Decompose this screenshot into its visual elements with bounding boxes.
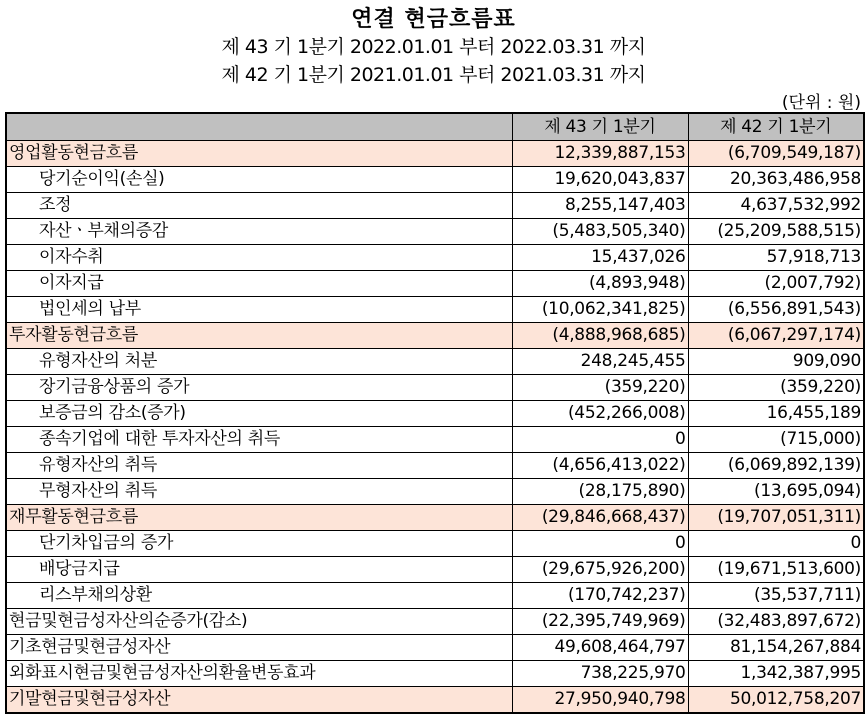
row-label: 법인세의 납부 [6,297,512,323]
previous-value: 57,918,713 [688,245,864,271]
row-label: 기말현금및현금성자산 [6,687,512,714]
table-row [6,583,864,609]
row-label: 외화표시현금및현금성자산의환율변동효과 [6,661,512,687]
row-label: 리스부채의상환 [6,583,512,609]
previous-value: (715,000) [688,427,864,453]
current-value: (10,062,341,825) [512,297,688,323]
current-value: (5,483,505,340) [512,219,688,245]
table-row [6,323,864,349]
current-value: 49,608,464,797 [512,635,688,661]
table-row [6,453,864,479]
row-label: 유형자산의 취득 [6,453,512,479]
previous-value: 1,342,387,995 [688,661,864,687]
cash-flow-table [5,112,865,714]
header-current-period: 제 43 기 1분기 [512,113,688,141]
row-label: 배당금지급 [6,557,512,583]
row-label: 보증금의 감소(증가) [6,401,512,427]
row-label: 장기금융상품의 증가 [6,375,512,401]
row-label: 재무활동현금흐름 [6,505,512,531]
table-row [6,141,864,167]
row-label: 당기순이익(손실) [6,167,512,193]
current-value: (4,656,413,022) [512,453,688,479]
current-value: (452,266,008) [512,401,688,427]
period-previous: 제 42 기 1분기 2021.01.01 부터 2021.03.31 까지 [221,64,646,86]
table-row [6,609,864,635]
row-label: 현금및현금성자산의순증가(감소) [6,609,512,635]
previous-value: 16,455,189 [688,401,864,427]
current-value: (4,888,968,685) [512,323,688,349]
previous-value: 4,637,532,992 [688,193,864,219]
current-value: 19,620,043,837 [512,167,688,193]
current-value: 12,339,887,153 [512,141,688,167]
table-row [6,375,864,401]
row-label: 영업활동현금흐름 [6,141,512,167]
table-row [6,245,864,271]
table-header-row [6,113,864,141]
previous-value: (13,695,094) [688,479,864,505]
current-value: 15,437,026 [512,245,688,271]
previous-value: (2,007,792) [688,271,864,297]
previous-value: 20,363,486,958 [688,167,864,193]
previous-value: 50,012,758,207 [688,687,864,714]
previous-value: (19,671,513,600) [688,557,864,583]
current-value: 8,255,147,403 [512,193,688,219]
previous-value: 81,154,267,884 [688,635,864,661]
table-row [6,271,864,297]
table-row [6,297,864,323]
table-row [6,531,864,557]
current-value: 27,950,940,798 [512,687,688,714]
current-value: 0 [512,531,688,557]
table-row [6,219,864,245]
previous-value: (6,709,549,187) [688,141,864,167]
current-value: (29,675,926,200) [512,557,688,583]
current-value: (28,175,890) [512,479,688,505]
current-value: (4,893,948) [512,271,688,297]
unit-label: (단위 : 원) [781,93,861,113]
previous-value: (359,220) [688,375,864,401]
current-value: 248,245,455 [512,349,688,375]
table-row [6,505,864,531]
previous-value: (25,209,588,515) [688,219,864,245]
previous-value: (6,556,891,543) [688,297,864,323]
period-current: 제 43 기 1분기 2022.01.01 부터 2022.03.31 까지 [221,36,646,58]
current-value: (170,742,237) [512,583,688,609]
previous-value: (35,537,711) [688,583,864,609]
current-value: (22,395,749,969) [512,609,688,635]
table-row [6,557,864,583]
previous-value: (32,483,897,672) [688,609,864,635]
row-label: 단기차입금의 증가 [6,531,512,557]
previous-value: 0 [688,531,864,557]
current-value: (359,220) [512,375,688,401]
table-row [6,193,864,219]
table-row [6,661,864,687]
row-label: 자산ㆍ부채의증감 [6,219,512,245]
header-previous-period: 제 42 기 1분기 [688,113,864,141]
statement-title: 연결 현금흐름표 [351,7,516,32]
table-row [6,401,864,427]
row-label: 기초현금및현금성자산 [6,635,512,661]
table-row [6,427,864,453]
row-label: 이자지급 [6,271,512,297]
header-label [6,113,512,141]
row-label: 투자활동현금흐름 [6,323,512,349]
current-value: 738,225,970 [512,661,688,687]
previous-value: (19,707,051,311) [688,505,864,531]
previous-value: (6,069,892,139) [688,453,864,479]
row-label: 무형자산의 취득 [6,479,512,505]
table-row [6,687,864,714]
row-label: 유형자산의 처분 [6,349,512,375]
current-value: (29,846,668,437) [512,505,688,531]
table-row [6,349,864,375]
table-row [6,167,864,193]
row-label: 이자수취 [6,245,512,271]
current-value: 0 [512,427,688,453]
table-row [6,479,864,505]
table-row [6,635,864,661]
row-label: 종속기업에 대한 투자자산의 취득 [6,427,512,453]
row-label: 조정 [6,193,512,219]
previous-value: (6,067,297,174) [688,323,864,349]
previous-value: 909,090 [688,349,864,375]
